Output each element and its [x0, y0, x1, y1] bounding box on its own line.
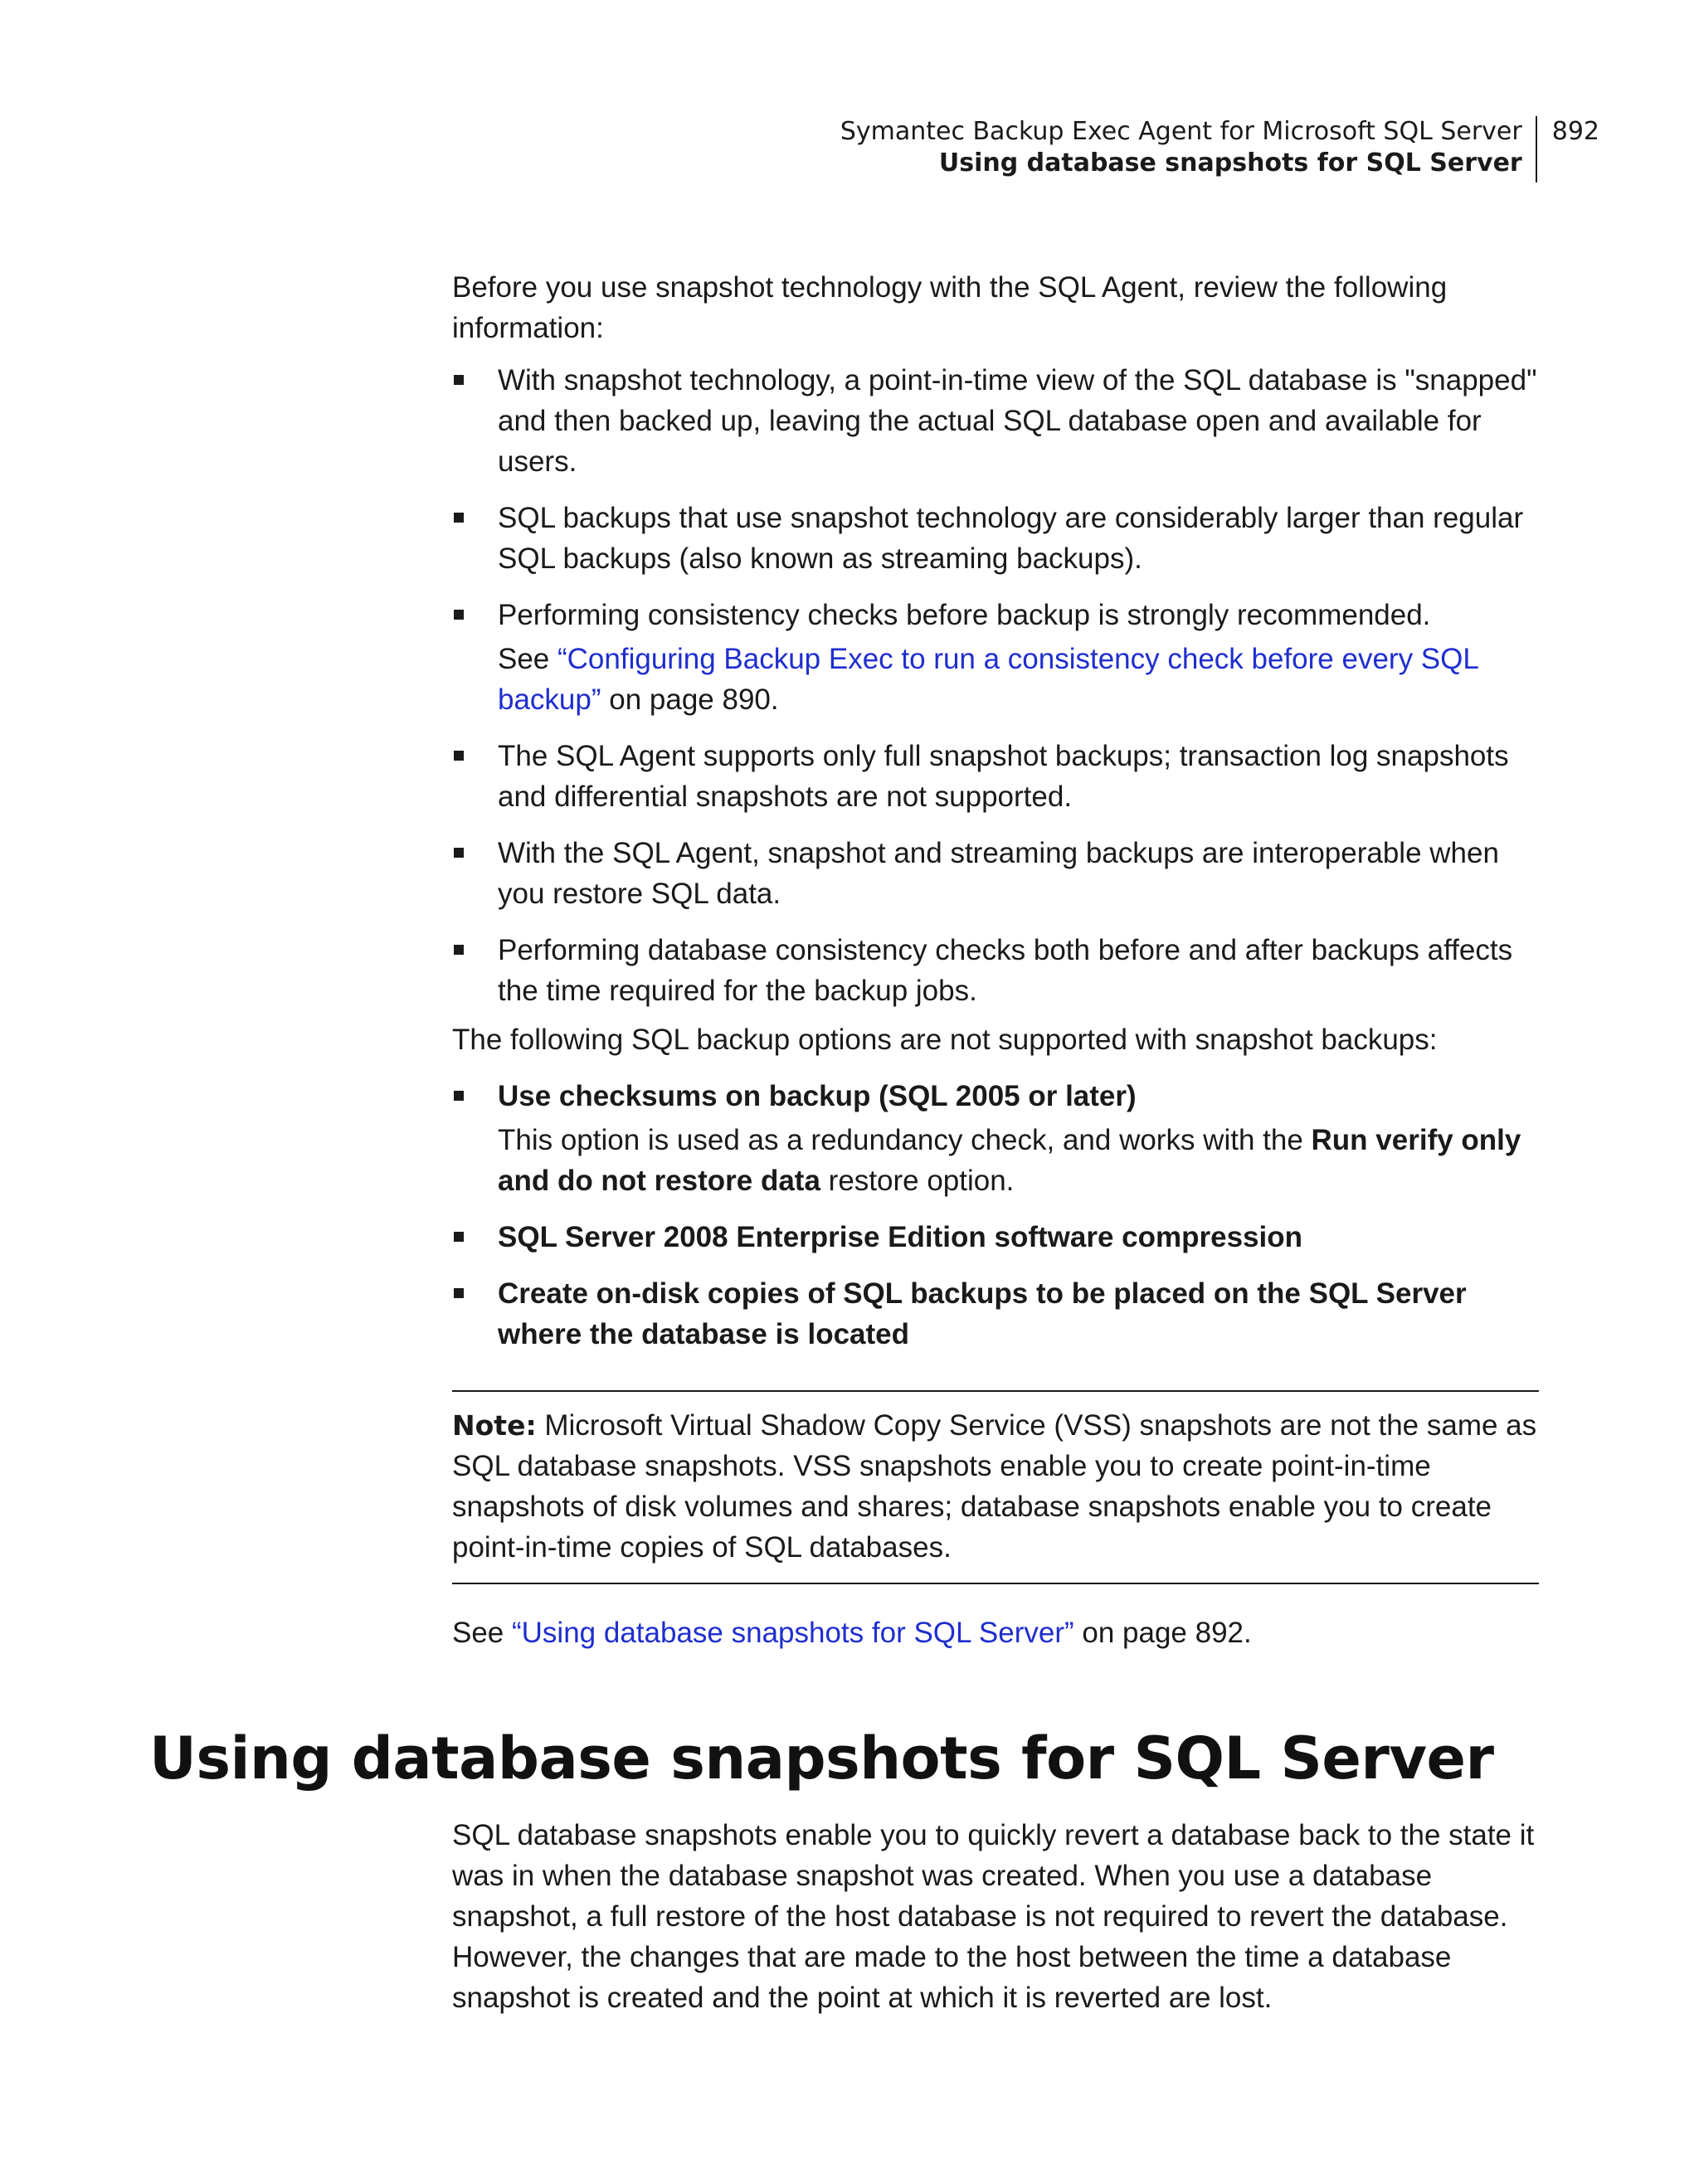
- link-configuring-consistency-check[interactable]: “Configuring Backup Exec to run a consistency check before every SQL backup”: [498, 643, 1478, 716]
- header-chapter-title: Symantec Backup Exec Agent for Microsoft SQL Server: [840, 117, 1522, 146]
- snapshot-info-list: [452, 360, 1539, 1011]
- see-suffix: on page 892.: [1073, 1617, 1252, 1649]
- header-section-title: Using database snapshots for SQL Server: [938, 148, 1522, 178]
- option-title: Create on-disk copies of SQL backups to be placed on the SQL Server where the database is located: [498, 1277, 1467, 1350]
- list-item: [452, 833, 1539, 914]
- note-box: [452, 1390, 1539, 1584]
- list-item: [452, 498, 1539, 579]
- note-label: Note:: [452, 1409, 537, 1442]
- bullet-marker: [454, 1091, 464, 1101]
- unsupported-options-list: [452, 1076, 1539, 1355]
- list-item-text: The SQL Agent supports only full snapshot backups; transaction log snapshots and differential snapshots are not supported.: [498, 740, 1509, 813]
- page-number: 892: [1551, 117, 1599, 146]
- section-heading: Using database snapshots for SQL Server: [149, 1724, 1494, 1792]
- bullet-marker: [454, 945, 464, 955]
- list-item: [452, 736, 1539, 817]
- header-titles: [840, 116, 1537, 182]
- option-title: Use checksums on backup (SQL 2005 or later): [498, 1080, 1137, 1112]
- intro-paragraph: Before you use snapshot technology with the SQL Agent, review the following information:: [452, 271, 1448, 344]
- see-prefix: See: [498, 643, 557, 675]
- list-item-text: Performing database consistency checks both before and after backups affects the time required for the backup jobs.: [498, 934, 1513, 1007]
- list-item-text: Performing consistency checks before backup is strongly recommended.: [498, 599, 1431, 631]
- see-suffix: on page 890.: [601, 683, 779, 716]
- bullet-marker: [454, 1232, 464, 1242]
- options-intro-paragraph: The following SQL backup options are not supported with snapshot backups:: [452, 1024, 1438, 1056]
- link-using-database-snapshots[interactable]: “Using database snapshots for SQL Server”: [512, 1617, 1074, 1649]
- running-header: [840, 116, 1599, 184]
- list-item: [452, 1217, 1539, 1257]
- option-name-run-verify: Run verify only and do not restore data: [498, 1124, 1521, 1197]
- bullet-marker: [454, 751, 464, 761]
- option-description-text: This option is used as a redundancy check, and works with the: [498, 1124, 1312, 1156]
- section-content: [452, 1815, 1539, 2018]
- list-item-text: With the SQL Agent, snapshot and streaming backups are interoperable when you restore SQL data.: [498, 837, 1499, 910]
- option-title: SQL Server 2008 Enterprise Edition software compression: [498, 1221, 1302, 1253]
- bullet-marker: [454, 375, 464, 385]
- note-text: [452, 1405, 1539, 1568]
- main-content: [452, 267, 1539, 1653]
- list-item-text: With snapshot technology, a point-in-time view of the SQL database is "snapped" and then backed up, leaving the actual SQL database open and available for users.: [498, 364, 1537, 478]
- cross-reference: [498, 639, 1539, 720]
- bullet-marker: [454, 610, 464, 620]
- note-body: Microsoft Virtual Shadow Copy Service (VSS) snapshots are not the same as SQL database snapshots. VSS snapshots enable you to create point-in-time snapshots of disk volumes and shares; database snapshots enable you to create point-in-time copies of SQL databases.: [452, 1409, 1537, 1564]
- see-prefix: See: [452, 1617, 512, 1649]
- bullet-marker: [454, 1288, 464, 1298]
- list-item-text: SQL backups that use snapshot technology are considerably larger than regular SQL backups (also known as streaming backups).: [498, 502, 1524, 575]
- option-description-suffix: restore option.: [820, 1165, 1015, 1197]
- section-body-paragraph: SQL database snapshots enable you to quickly revert a database back to the state it was in when the database snapshot was created. When you use a database snapshot, a full restore of the host database is not required to revert the database. However, the changes that are made to the host between the time a database snapshot is created and the point at which it is reverted are lost.: [452, 1819, 1535, 2014]
- list-item: [452, 1076, 1539, 1201]
- list-item: [452, 360, 1539, 482]
- see-also: [452, 1612, 1539, 1653]
- bullet-marker: [454, 513, 464, 523]
- bullet-marker: [454, 848, 464, 858]
- list-item: [452, 1273, 1539, 1355]
- list-item: [452, 930, 1539, 1011]
- list-item: [452, 595, 1539, 720]
- option-description: [498, 1120, 1539, 1201]
